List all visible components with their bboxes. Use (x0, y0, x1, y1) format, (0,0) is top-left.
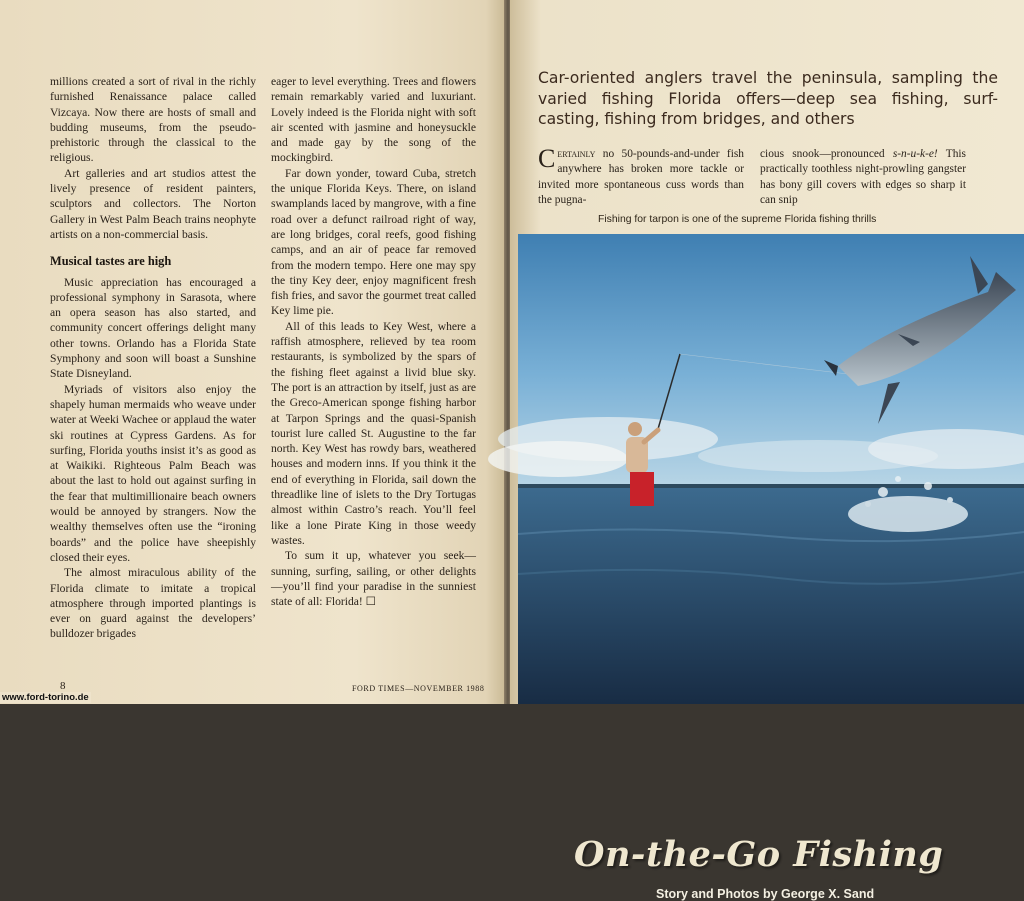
article-deck: Car-oriented anglers travel the peninsula, sampling the varied fishing Florida offers—deep sea fishing, surf-casting, fishing from bridges, and others (538, 69, 998, 128)
paragraph: To sum it up, whatever you seek—sunning, surfing, sailing, or other delights—you’ll find your paradise in the sunniest state of all: Florida! ☐ (271, 549, 476, 609)
body-text: no 50-pounds-and-under fish anywhere has broken more tackle or invited more spontaneous cuss words than the pugna- (538, 148, 744, 206)
paragraph: All of this leads to Key West, where a raffish atmosphere, relieved by tea room restaurants, is symbolized by the spars of the fishing fleet against a livid blue sky. The port is an attraction by itself, just as are the Greco-American sponge fishing harbor at Tarpon Springs and the quasi-Spanish tourist lure called St. Augustine to the far north. Key West has rowdy bars, weathered houses and modern inns. If you think it the end of everything in Florida, sail down the threadlike line of islets to the Dry Tortugas almost within Castro’s reach. You’ll feel like a lone Pirate King in those weedy wastes. (271, 319, 476, 547)
left-column-2 (271, 74, 476, 609)
pronunciation: s-n-u-k-e! (892, 148, 938, 160)
body-text: This practically toothless night-prowling gangster has bony gill covers with edges so sharp it can snip (760, 148, 966, 206)
left-page (0, 0, 506, 704)
paragraph: The almost miraculous ability of the Florida climate to imitate a tropical atmosphere through imported plantings is ever on guard against the developers’ bulldozer brigades (50, 566, 256, 641)
article-title: On-the-Go Fishing (574, 834, 944, 875)
paragraph: Far down yonder, toward Cuba, stretch the unique Florida Keys. There, on island swamplands laced by mangrove, with a fine road over a defunct railroad right of way, are long bridges, coral reefs, good fishing camps, and an air of peace far removed from the modern tempo. Here one may spy the tiny Key deer, enjoy magnificent fresh fish fries, and savor the gourmet treat called Key lime pie. (271, 166, 476, 318)
site-watermark: www.ford-torino.de (2, 692, 89, 703)
byline: Story and Photos by George X. Sand (656, 887, 875, 901)
page-number: 8 (60, 680, 66, 692)
paragraph: eager to level everything. Trees and flowers remain remarkably varied and luxuriant. Lovely indeed is the Florida night with soft air scented with jasmine and honeysuckle and made gay by the song of the mockingbird. (271, 75, 476, 165)
drop-cap: C (538, 144, 556, 173)
right-page (510, 0, 1024, 901)
paragraph: Art galleries and art studios attest the lively presence of resident painters, sculptors and collectors. The Norton Gallery in West Palm Beach trains neophyte artists on a non-commercial basis. (50, 166, 256, 241)
left-column-1 (50, 74, 256, 642)
paragraph: millions created a sort of rival in the richly furnished Renaissance palace called Vizcaya. Now there are hosts of small and budding museums, from the pseudo-prehistoric through the classical to the religious. (50, 75, 256, 165)
paragraph: Music appreciation has encouraged a professional symphony in Sarasota, where an opera season has also started, and community concert offerings delight many other towns. Orlando has a Florida State Symphony and soon will boast a Sunshine State Disneyland. (50, 275, 256, 381)
section-subhead: Musical tastes are high (50, 254, 172, 269)
running-footer: FORD TIMES—NOVEMBER 1988 (352, 684, 485, 693)
photo-caption: Fishing for tarpon is one of the supreme Florida fishing thrills (598, 214, 877, 225)
paragraph: Myriads of visitors also enjoy the shapely human mermaids who weave under water at Weeki Wachee or applaud the water ski routines at Cypress Gardens. As for surfing, Florida youths insist it’s as good as at Waikiki. Righteous Palm Beach was about the last to hold out against surfing in the fear that multimillionaire beach owners would be annoyed by strangers. Now the wealthy themselves often use the “ironing boards” and the police have sheepishly closed their eyes. (50, 382, 256, 564)
small-caps-lead: ertainly (557, 148, 596, 160)
body-text: cious snook—pronounced (760, 148, 893, 160)
right-column-1 (538, 144, 744, 208)
photo-illustration (518, 234, 1024, 704)
right-column-2 (760, 147, 966, 208)
tarpon-photo (518, 234, 1024, 901)
